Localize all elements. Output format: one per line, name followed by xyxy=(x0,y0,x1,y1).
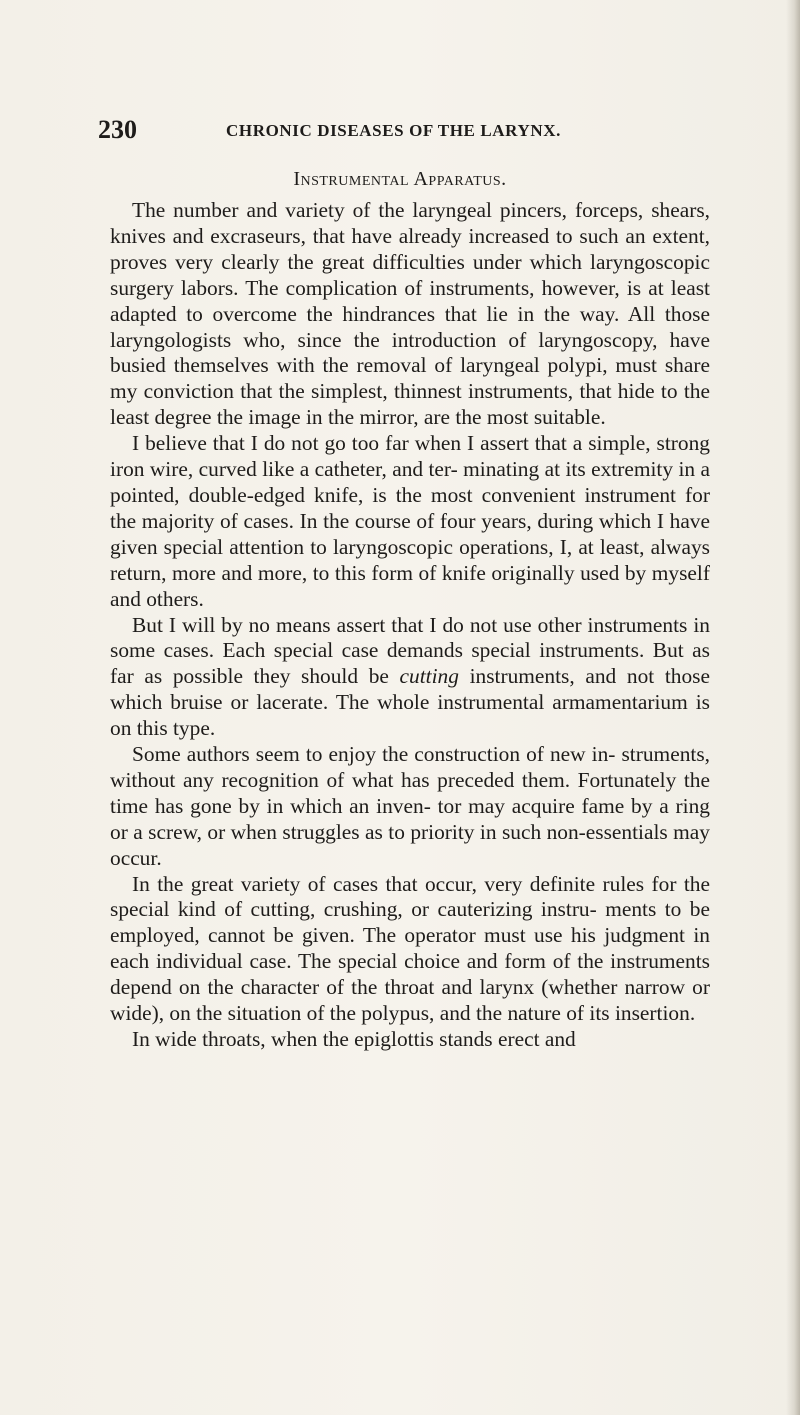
paragraph-3-text-after: instruments, and not those which bruise or lacerate. The whole instrumental armamentarium is on this type. xyxy=(110,664,710,741)
emphasis-cutting: cutting xyxy=(399,664,459,689)
paragraph-1: The number and variety of the laryngeal pincers, forceps, shears, knives and excraseurs, that have already increased to such an extent, proves very clearly the great difficulties under which laryngoscopic surgery labors. The complication of instruments, however, is at least adapted to overcome the hindrances that lie in the way. All those laryngologists who, since the introduction of laryngoscopy, have busied themselves with the removal of laryngeal polypi, must share my conviction that the simplest, thinnest instruments, that hide to the least degree the image in the mirror, are the most suitable. xyxy=(110,198,710,430)
paragraph-3 xyxy=(110,613,710,743)
page-number: 230 xyxy=(98,115,137,144)
running-head-title: CHRONIC DISEASES OF THE LARYNX. xyxy=(226,121,561,140)
paragraph-3-text-before: But I will by no means assert that I do not use other instruments in some cases. Each special case demands special instruments. But as far as possible they should be xyxy=(110,612,710,689)
paragraph-5: In the great variety of cases that occur, very definite rules for the special kind of cutting, crushing, or cauterizing instru- ments to be employed, cannot be given. The operator must use his judgment in each individual case. The special choice and form of the instruments depend on the character of the throat and larynx (whether narrow or wide), on the situation of the polypus, and the nature of its insertion. xyxy=(110,871,710,1026)
running-head xyxy=(98,116,708,144)
page-edge-shadow xyxy=(786,0,800,1415)
paragraph-2: I believe that I do not go too far when I assert that a simple, strong iron wire, curved like a catheter, and ter- minating at its extremity in a pointed, double-edged knife, is the most convenient instrument for the majority of cases. In the course of four years, during which I have given special attention to laryngoscopic operations, I, at least, always return, more and more, to this form of knife originally used by myself and others. xyxy=(110,431,710,611)
body-text xyxy=(110,198,710,1053)
paragraph-4: Some authors seem to enjoy the construction of new in- struments, without any recognition of what has preceded them. Fortunately the time has gone by in which an inven- tor may acquire fame by a ring or a screw, or when struggles as to priority in such non-essentials may occur. xyxy=(110,742,710,870)
paragraph-6: In wide throats, when the epiglottis stands erect and xyxy=(132,1027,576,1051)
section-title: Instrumental Apparatus. xyxy=(293,168,507,190)
